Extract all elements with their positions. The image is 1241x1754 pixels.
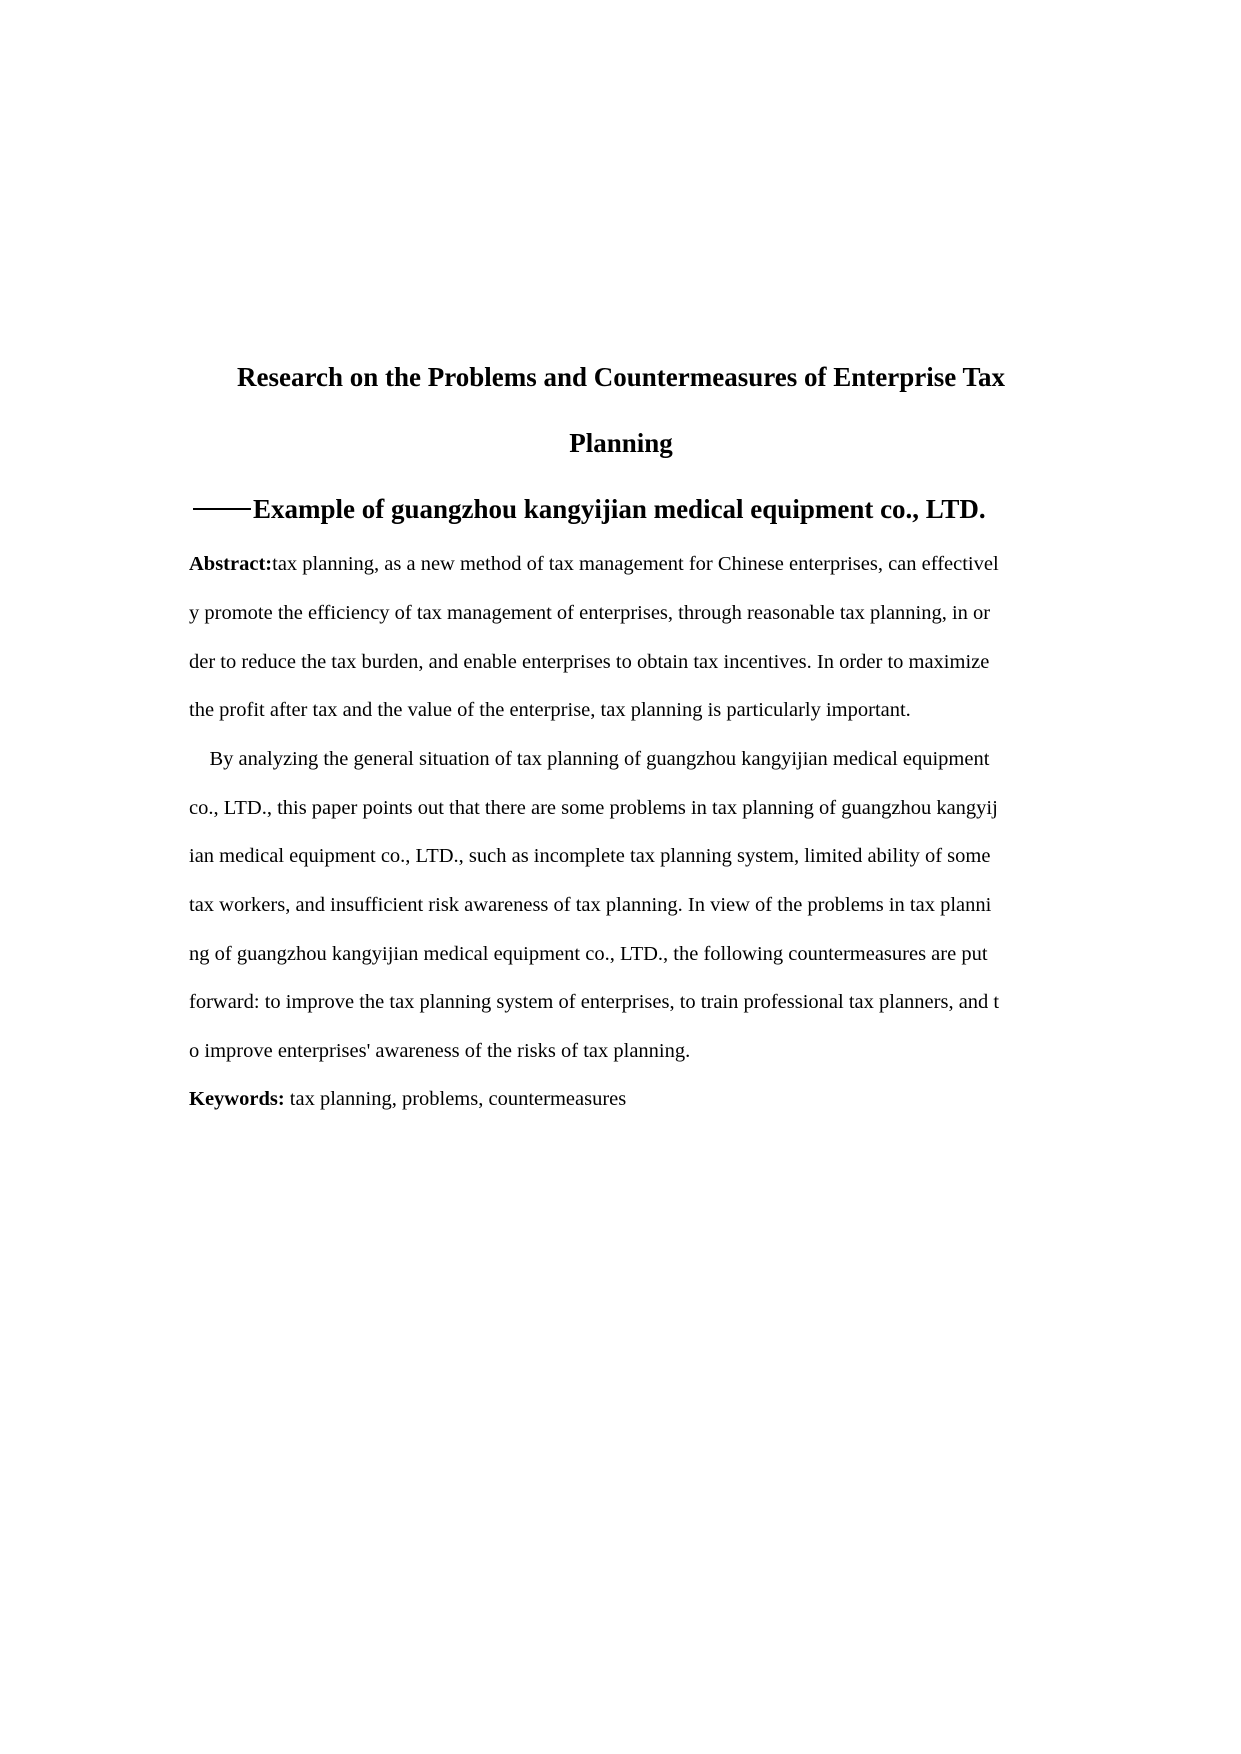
abstract-line-2: y promote the efficiency of tax management of enterprises, through reasonable tax planning, in or [189, 602, 991, 624]
keywords-line [189, 1086, 626, 1112]
abstract-line-3: der to reduce the tax burden, and enable enterprises to obtain tax incentives. In order to maximize [189, 651, 990, 673]
abstract-line-9: ng of guangzhou kangyijian medical equipment co., LTD., the following countermeasures are put [189, 943, 988, 965]
abstract-line-8: tax workers, and insufficient risk awareness of tax planning. In view of the problems in tax planni [189, 894, 992, 916]
title-line-2: Planning [569, 428, 673, 458]
keywords-label: Keywords: [189, 1088, 285, 1110]
abstract-label: Abstract: [189, 553, 273, 575]
abstract-line-7: ian medical equipment co., LTD., such as incomplete tax planning system, limited ability of some [189, 845, 991, 867]
abstract-line-5: By analyzing the general situation of tax planning of guangzhou kangyijian medical equipment [189, 748, 990, 770]
keywords-text: tax planning, problems, countermeasures [284, 1088, 627, 1110]
title-line-1: Research on the Problems and Countermeasures of Enterprise Tax [237, 362, 1005, 392]
abstract-line-4: the profit after tax and the value of the enterprise, tax planning is particularly important. [189, 699, 911, 721]
abstract-line-11: o improve enterprises' awareness of the risks of tax planning. [189, 1040, 691, 1062]
abstract-line-1 [189, 551, 999, 577]
abstract-line-text: tax planning, as a new method of tax management for Chinese enterprises, can effectivel [272, 553, 999, 575]
abstract-line-10: forward: to improve the tax planning system of enterprises, to train professional tax planners, and t [189, 991, 1000, 1013]
abstract-line-6: co., LTD., this paper points out that there are some problems in tax planning of guangzhou kangyij [189, 797, 998, 819]
em-dash-rule [193, 508, 251, 510]
subtitle-text: Example of guangzhou kangyijian medical equipment co., LTD. [253, 494, 986, 524]
subtitle [193, 492, 1053, 526]
